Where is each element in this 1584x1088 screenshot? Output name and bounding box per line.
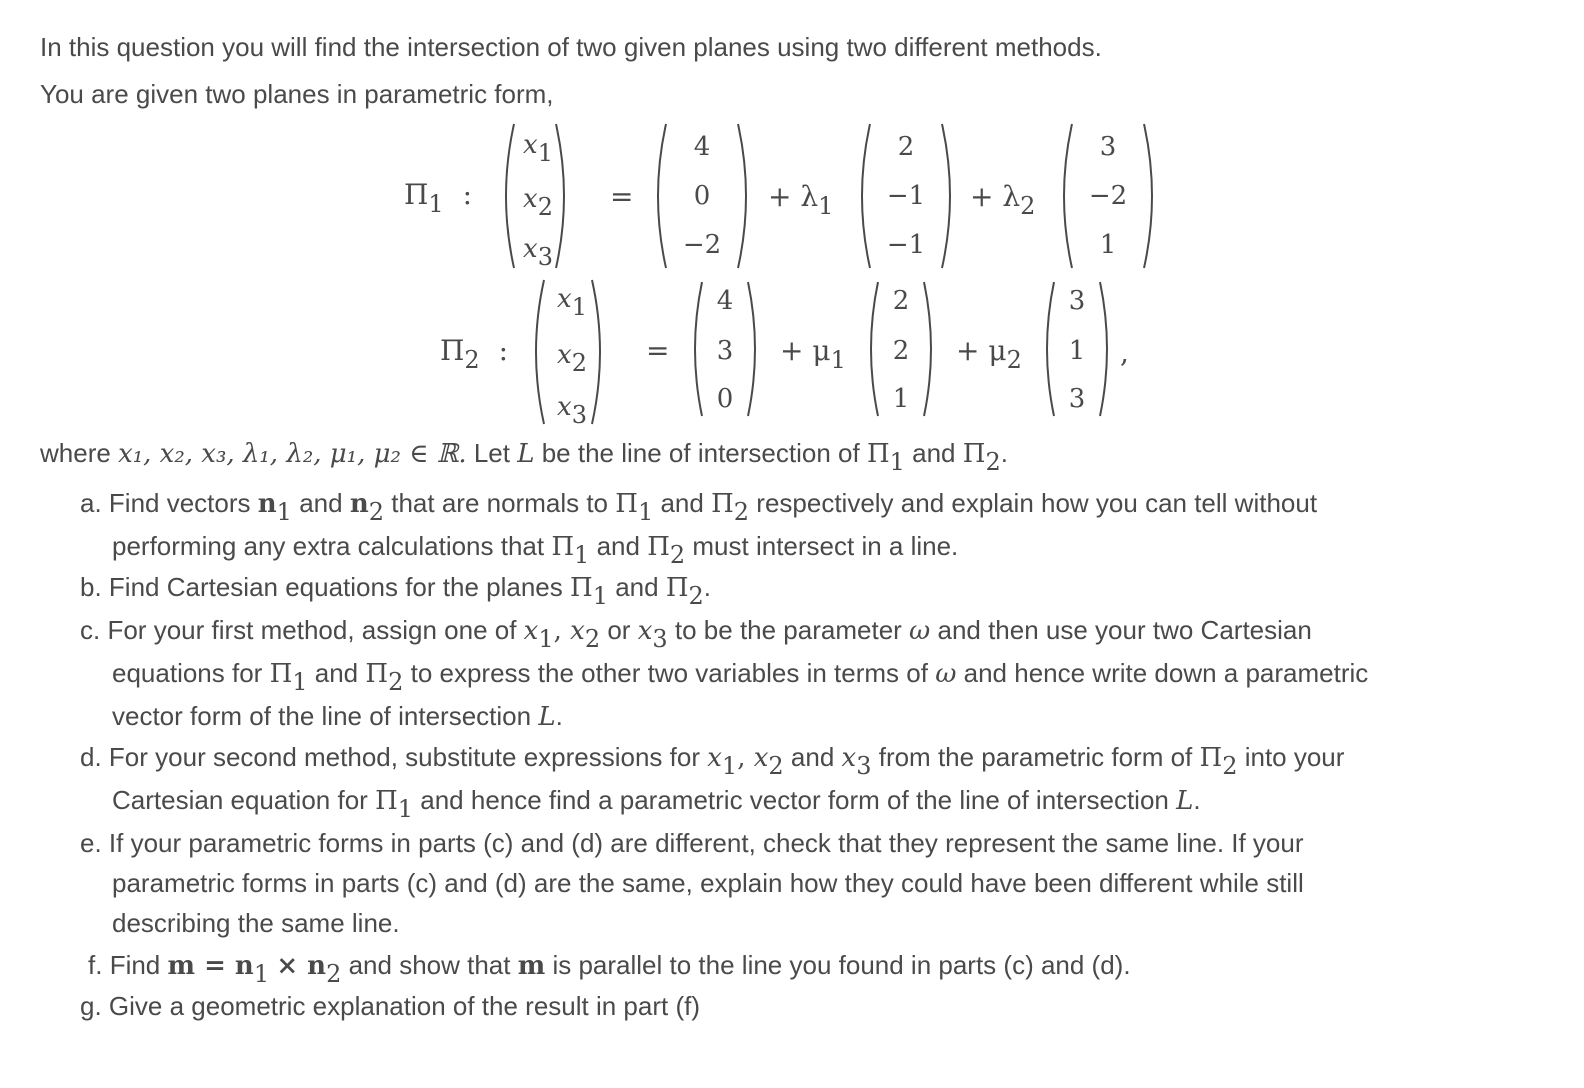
question-item-c-cont-2: vector form of the line of intersection L.: [112, 701, 563, 732]
plane-2-var-2: $x_2$: [557, 340, 587, 377]
variables-list: x₁, x₂, x₃, λ₁, λ₂, μ₁, μ₂ ∈ ℝ.: [118, 439, 467, 469]
plane-1-point-2: 0: [693, 181, 711, 211]
intro-line-1: In this question you will find the intersection of two given planes using two different methods.: [40, 32, 1102, 62]
where-line: where x₁, x₂, x₃, λ₁, λ₂, μ₁, μ₂ ∈ ℝ. Let L be the line of intersection of $\Pi_1$ and $\Pi_2$.: [40, 438, 1008, 476]
plane-1-dir2-3: 1: [1099, 230, 1117, 260]
question-item-e: e. If your parametric forms in parts (c) and (d) are different, check that they represent the same line. If your: [80, 828, 1304, 858]
plane-2-direction-1: [866, 280, 936, 418]
plane-1-dir2-1: 3: [1099, 132, 1117, 162]
question-item-b: b. Find Cartesian equations for the planes $\Pi_1$ and $\Pi_2$.: [80, 572, 712, 610]
plane-1-point-3: −2: [682, 230, 722, 260]
plane-2-dir2-3: 3: [1068, 384, 1086, 414]
question-item-c: c. For your first method, assign one of $x_1$, $x_2$ or $x_3$ to be the parameter ω and then use your two Cartesian: [80, 615, 1312, 653]
plane-2-point-1: 4: [716, 286, 734, 316]
plane-1-dir1-1: 2: [897, 132, 915, 162]
plane-2-plus-mu-1: + $\mu_1$: [780, 334, 846, 374]
plane-1-dir2-2: −2: [1088, 181, 1128, 211]
plane-1-equals: =: [610, 180, 634, 213]
intro-line-2: You are given two planes in parametric form,: [40, 79, 554, 109]
plane-1-dir1-3: −1: [886, 230, 926, 260]
plane-1-var-3: $x_3$: [523, 234, 553, 271]
plane-2-dir1-2: 2: [892, 336, 910, 366]
plane-2-direction-2: [1042, 280, 1112, 418]
plane-2-dir2-2: 1: [1068, 336, 1086, 366]
question-item-e-cont-2: describing the same line.: [112, 908, 400, 938]
plane-2-point-vector: [690, 280, 760, 418]
plane-2-variable-vector: [530, 278, 606, 429]
plane-1-label: $\Pi_1$ :: [404, 178, 473, 218]
question-item-e-cont-1: parametric forms in parts (c) and (d) are the same, explain how they could have been different while still: [112, 868, 1304, 898]
plane-2-trailing-comma: ,: [1120, 336, 1129, 369]
plane-1-variable-vector: [500, 122, 570, 270]
plane-1-plus-lambda-1: + $\lambda_1$: [768, 180, 834, 220]
plane-1-direction-2: [1058, 122, 1158, 270]
plane-2-label: $\Pi_2$ :: [440, 334, 509, 374]
plane-2-point-3: 0: [716, 384, 734, 414]
question-item-d-cont: Cartesian equation for $\Pi_1$ and hence find a parametric vector form of the line of intersection L.: [112, 785, 1201, 823]
plane-1-var-2: $x_2$: [523, 184, 553, 221]
plane-2-dir2-1: 3: [1068, 286, 1086, 316]
plane-2-dir1-1: 2: [892, 286, 910, 316]
plane-1-dir1-2: −1: [886, 181, 926, 211]
plane-2-var-1: $x_1$: [557, 284, 587, 321]
plane-2-var-3: $x_3$: [557, 392, 587, 429]
plane-2-dir1-3: 1: [892, 384, 910, 414]
question-item-a: a. Find vectors $n_1$ and $n_2$ that are normals to $\Pi_1$ and $\Pi_2$ respectively and explain how you can tell without: [80, 488, 1318, 526]
plane-2-plus-mu-2: + $\mu_2$: [956, 334, 1022, 374]
plane-1-var-1: $x_1$: [523, 130, 553, 167]
plane-2-point-2: 3: [716, 336, 734, 366]
question-item-c-cont-1: equations for $\Pi_1$ and $\Pi_2$ to express the other two variables in terms of ω and hence write down a parametric: [112, 658, 1369, 696]
question-item-a-cont: performing any extra calculations that $\Pi_1$ and $\Pi_2$ must intersect in a line.: [112, 531, 959, 569]
plane-2-equals: =: [646, 334, 670, 367]
plane-1-direction-1: [856, 122, 956, 270]
plane-1-point-1: 4: [693, 132, 711, 162]
question-item-d: d. For your second method, substitute expressions for $x_1$, $x_2$ and $x_3$ from the parametric form of $\Pi_2$ into your: [80, 742, 1345, 780]
plane-1-point-vector: [652, 122, 752, 270]
question-item-f: f. Find $m = n_1 \times n_2$ and show that m is parallel to the line you found in parts (c) and (d).: [88, 950, 1131, 988]
plane-1-plus-lambda-2: + $\lambda_2$: [970, 180, 1036, 220]
question-item-g: g. Give a geometric explanation of the result in part (f): [80, 991, 700, 1021]
